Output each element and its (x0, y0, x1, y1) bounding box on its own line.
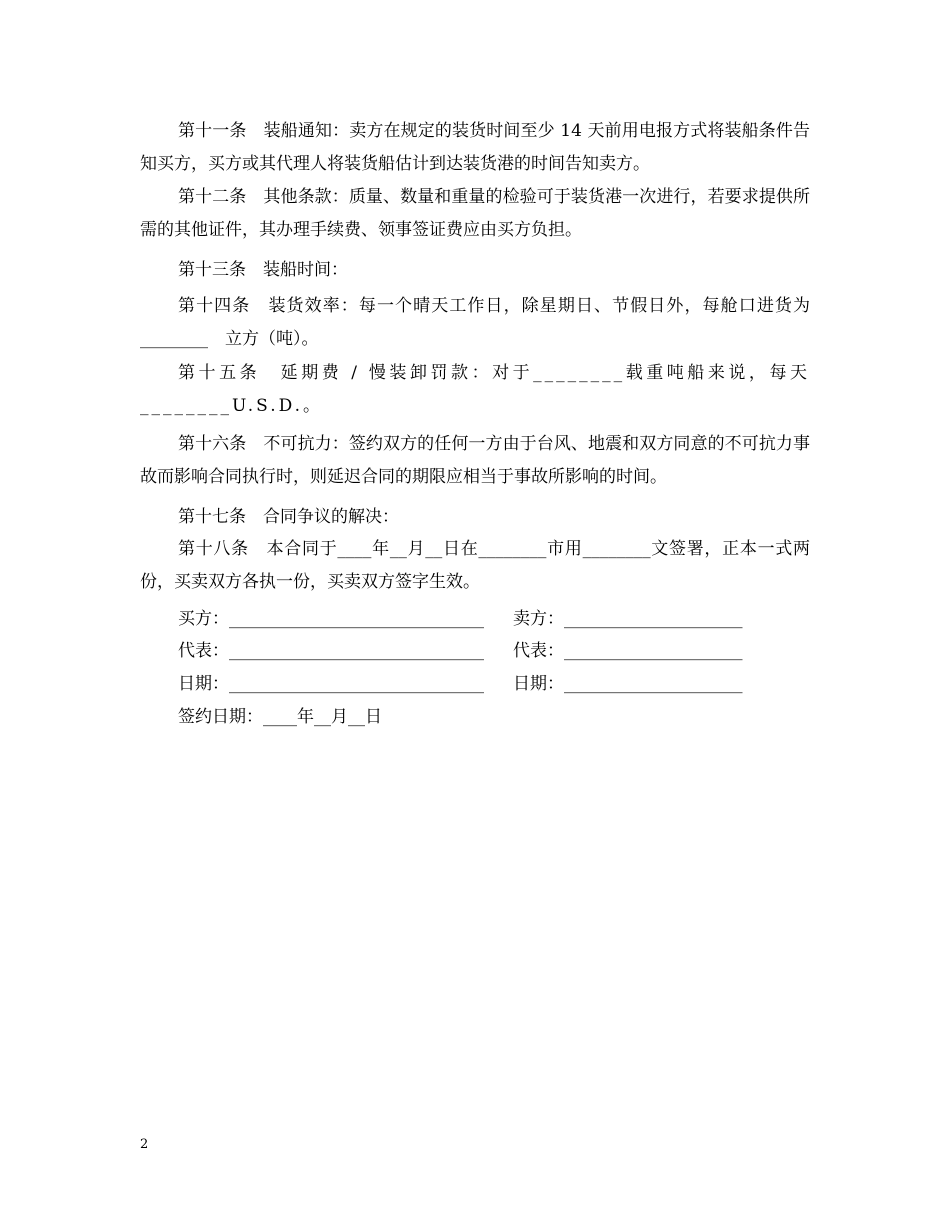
signature-row-representative (178, 635, 818, 668)
sign-date-field: 签约日期：____年__月__日 (178, 707, 382, 727)
seller-representative-field: 代表：_____________________ (513, 641, 743, 661)
article-15: 第十五条 延期费 / 慢装卸罚款：对于________载重吨船来说，每天________U.S.D.。 (140, 363, 810, 416)
seller-date-field: 日期：_____________________ (513, 674, 743, 694)
page-number: 2 (140, 1137, 149, 1152)
article-11: 第十一条 装船通知：卖方在规定的装货时间至少 14 天前用电报方式将装船条件告知买方，买方或其代理人将装货船估计到达装货港的时间告知卖方。 (140, 121, 810, 174)
article-18: 第十八条 本合同于____年__月__日在________市用________文签署，正本一式两份，买卖双方各执一份，买卖双方签字生效。 (140, 539, 810, 592)
sign-date-row (178, 701, 818, 734)
buyer-signature-field: 买方：______________________________ (178, 609, 484, 629)
article-17: 第十七条 合同争议的解决： (178, 507, 399, 527)
article-16: 第十六条 不可抗力：签约双方的任何一方由于台风、地震和双方同意的不可抗力事故而影响合同执行时，则延迟合同的期限应相当于事故所影响的时间。 (140, 434, 810, 487)
seller-signature-field: 卖方：_____________________ (513, 609, 743, 629)
signature-row-party (178, 603, 818, 636)
article-13: 第十三条 装船时间： (178, 260, 348, 280)
article-12: 第十二条 其他条款：质量、数量和重量的检验可于装货港一次进行，若要求提供所需的其他证件，其办理手续费、领事签证费应由买方负担。 (140, 187, 810, 240)
signature-row-date (178, 668, 818, 701)
article-14: 第十四条 装货效率：每一个晴天工作日，除星期日、节假日外，每舱口进货为________ 立方（吨）。 (140, 296, 810, 349)
buyer-representative-field: 代表：______________________________ (178, 641, 484, 661)
buyer-date-field: 日期：______________________________ (178, 674, 484, 694)
